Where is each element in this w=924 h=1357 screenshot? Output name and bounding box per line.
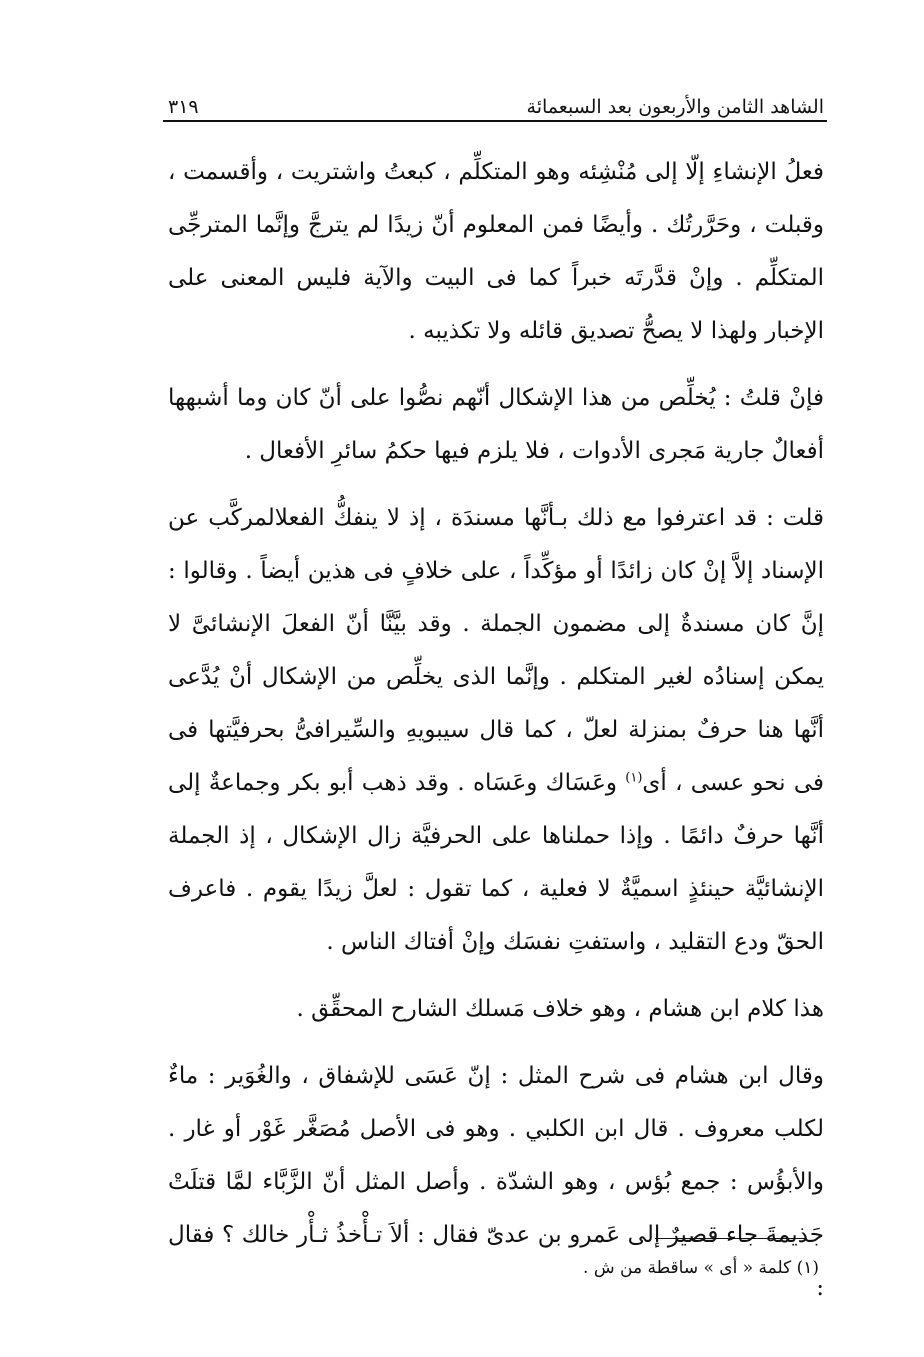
page-header: [168, 84, 824, 118]
main-text: [168, 146, 824, 1315]
paragraph-3: [168, 492, 824, 969]
paragraph-3-start: قلت : قد اعترفوا مع ذلك بـأنَّها مسندَة ، إذ لا ينفكُّ الفعلالمركَّب عن الإسناد إلاَّ إنْ كان زائدًا أو مؤكِّداً ، على خلافٍ فى هذين أيضاً . وقالوا : إنَّ كان مسندةٌ إلى مضمون الجملة . وقد بيَّنَّا أنّ الفعلَ الإنشائىَّ لا يمكن إسنادُه لغير المتكلم . وإنَّما الذى يخلِّص من الإشكال أنْ يُدَّعى أنَّها هنا حرفٌ بمنزلة لعلّ ، كما قال سيبويهِ والسِّيرافىُّ بحرفيَّتها فى فى نحو عسى ، أى: [168, 505, 824, 796]
paragraph-4: هذا كلام ابن هشام ، وهو خلاف مَسلك الشارح المحقِّق .: [296, 996, 824, 1022]
page-number: ٣١٩: [168, 96, 199, 118]
paragraph-5: وقال ابن هشام فى شرح المثل : إنّ عَسَى للإشفاق ، والغُوَير : ماءٌ لكلب معروف . قال ابن الكلبي . وهو فى الأصل مُصَغَّر غَوْر أو غار . والأبؤُس : جمع بُؤس ، وهو الشدّة . وأصل المثل أنّ الزَّبَّاء لمَّا قتلَتْ جَذيمةَ جاء قصيرٌ إلى عَمرو بن عدىّ فقال : ألاَ تـأْخذُ ثـأْر خالك ؟ فقال :: [168, 1063, 824, 1301]
footnote: (١) كلمة « أى » ساقطة من ش .: [583, 1258, 819, 1278]
header-rule: [163, 120, 827, 122]
paragraph-3-end: وعَسَاك وعَسَاه . وقد ذهب أبو بكر وجماعةٌ إلى أنَّها حرفٌ دائمًا . وإذا حملناها على الحرفيَّة زال الإشكال ، إذ الجملة الإنشائيَّة حينئذٍ اسميَّةٌ لا فعلية ، كما تقول : لعلَّ زيدًا يقوم . فاعرف الحقّ ودع التقليد ، واستفتِ نفسَك وإنْ أفتاك الناس .: [168, 770, 824, 955]
footnote-rule: [655, 1238, 805, 1239]
footnote-reference[interactable]: (١): [625, 770, 643, 786]
paragraph-2: فإنْ قلتُ : يُخلِّص من هذا الإشكال أنّهم نصُّوا على أنّ كان وما أشبهها أفعالٌ جارية مَجرى الأدوات ، فلا يلزم فيها حكمُ سائرِ الأفعال .: [168, 385, 824, 464]
running-title: الشاهد الثامن والأربعون بعد السبعمائة: [526, 96, 824, 118]
paragraph-1: فعلُ الإنشاءِ إلّا إلى مُنْشِئه وهو المتكلِّم ، كبعتُ واشتريت ، وأقسمت ، وقبلت ، وحَرَّرتُك . وأيضًا فمن المعلوم أنّ زيدًا لم يترجَّ وإنَّما المترجِّى المتكلِّم . وإنْ قدَّرتَه خبراً كما فى البيت والآية فليس المعنى على الإخبار ولهذا لا يصحُّ تصديق قائله ولا تكذيبه .: [168, 159, 824, 344]
